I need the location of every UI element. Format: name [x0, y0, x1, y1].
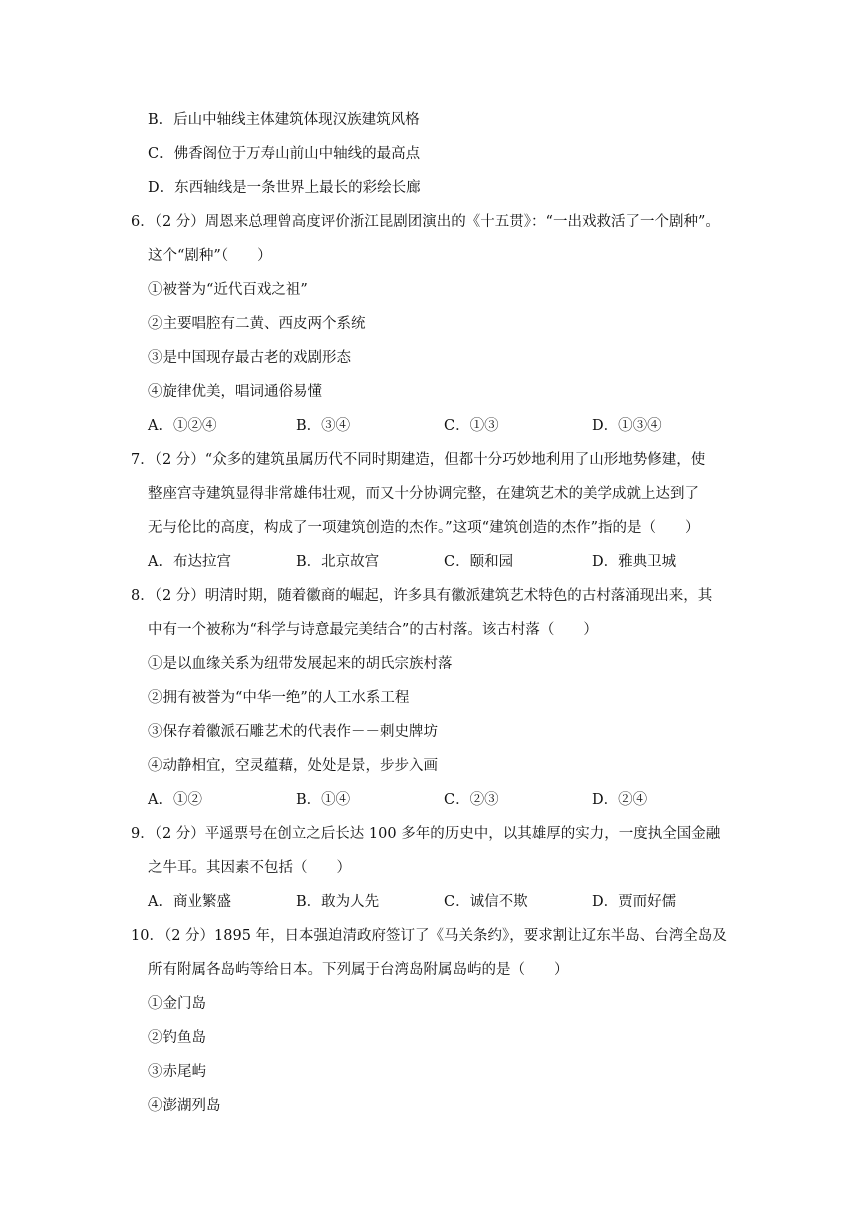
- q6-item-4: ④旋律优美，唱词通俗易懂: [148, 384, 322, 400]
- q8-stem-line2: 中有一个被称为“科学与诗意最完美结合”的古村落。该古村落（ ）: [148, 622, 598, 638]
- q10-item-1: ①金门岛: [148, 996, 206, 1012]
- q10-item-2: ②钓鱼岛: [148, 1030, 206, 1046]
- q8-item-4: ④动静相宜，空灵蕴藉，处处是景，步步入画: [148, 758, 438, 774]
- q6-option-b: B．③④: [296, 418, 351, 434]
- q9-option-c: C．诚信不欺: [444, 894, 528, 910]
- q8-option-d: D．②④: [592, 792, 648, 808]
- q6-option-a: A．①②④: [148, 418, 217, 434]
- q7-stem-line2: 整座宫寺建筑显得非常雄伟壮观，而又十分协调完整，在建筑艺术的美学成就上达到了: [148, 486, 699, 502]
- q6-option-d: D．①③④: [592, 418, 662, 434]
- q8-item-3: ③保存着徽派石雕艺术的代表作－－刺史牌坊: [148, 724, 438, 740]
- q5-option-b: B．后山中轴线主体建筑体现汉族建筑风格: [148, 112, 420, 128]
- q7-option-c: C．颐和园: [444, 554, 514, 570]
- q7-option-a: A．布达拉宫: [148, 554, 231, 570]
- q8-stem-line1: 8．（2 分）明清时期，随着徽商的崛起，许多具有徽派建筑艺术特色的古村落涌现出来，其: [131, 588, 713, 604]
- q7-stem-line3: 无与伦比的高度，构成了一项建筑创造的杰作。”这项“建筑创造的杰作”指的是（ ）: [148, 520, 700, 536]
- q6-item-1: ①被誉为“近代百戏之祖”: [148, 282, 308, 298]
- q6-item-3: ③是中国现存最古老的戏剧形态: [148, 350, 351, 366]
- q8-item-2: ②拥有被誉为“中华一绝”的人工水系工程: [148, 690, 410, 706]
- q10-item-3: ③赤尾屿: [148, 1064, 206, 1080]
- q6-stem-line2: 这个“剧种”（ ）: [148, 248, 272, 264]
- q10-item-4: ④澎湖列岛: [148, 1098, 221, 1114]
- q9-option-b: B．敢为人先: [296, 894, 380, 910]
- q7-option-d: D．雅典卫城: [592, 554, 677, 570]
- q6-stem-line1: 6．（2 分）周恩来总理曾高度评价浙江昆剧团演出的《十五贯》：“一出戏救活了一个剧种”。: [131, 214, 720, 230]
- q7-stem-line1: 7．（2 分）“众多的建筑虽属历代不同时期建造，但都十分巧妙地利用了山形地势修建，使: [131, 452, 706, 468]
- q8-item-1: ①是以血缘关系为纽带发展起来的胡氏宗族村落: [148, 656, 453, 672]
- q5-option-d: D．东西轴线是一条世界上最长的彩绘长廊: [148, 180, 421, 196]
- q6-option-c: C．①③: [444, 418, 499, 434]
- q5-option-c: C．佛香阁位于万寿山前山中轴线的最高点: [148, 146, 421, 162]
- q8-option-a: A．①②: [148, 792, 202, 808]
- q10-stem-line1: 10．（2 分）1895 年，日本强迫清政府签订了《马关条约》，要求割让辽东半岛、台湾全岛及: [131, 928, 727, 944]
- q8-option-b: B．①④: [296, 792, 351, 808]
- q9-stem-line2: 之牛耳。其因素不包括（ ）: [148, 860, 351, 876]
- q9-stem-line1: 9．（2 分）平遥票号在创立之后长达 100 多年的历史中，以其雄厚的实力，一度执全国金融: [131, 826, 721, 842]
- q9-option-a: A．商业繁盛: [148, 894, 231, 910]
- q9-option-d: D．贾而好儒: [592, 894, 677, 910]
- q8-option-c: C．②③: [444, 792, 499, 808]
- q6-item-2: ②主要唱腔有二黄、西皮两个系统: [148, 316, 366, 332]
- q7-option-b: B．北京故宫: [296, 554, 380, 570]
- q10-stem-line2: 所有附属各岛屿等给日本。下列属于台湾岛附属岛屿的是（ ）: [148, 962, 569, 978]
